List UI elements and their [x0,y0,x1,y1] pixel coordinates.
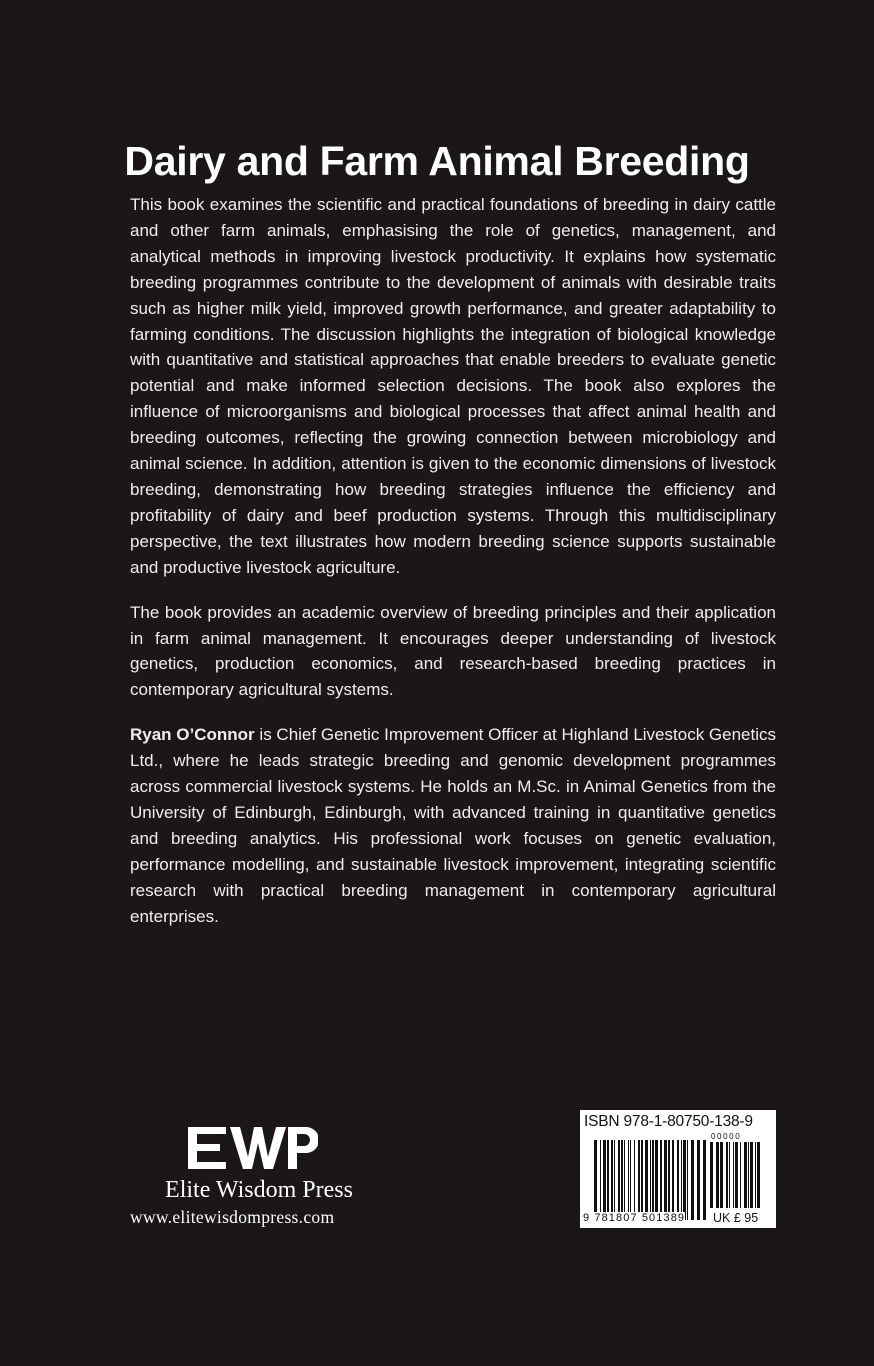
ean-digits: 9 781807 501389 [583,1212,686,1224]
author-name: Ryan O’Connor [130,725,255,745]
book-title: Dairy and Farm Animal Breeding [124,138,750,184]
author-bio-text: is Chief Genetic Improvement Officer at Highland Livestock Genetics Ltd., where he leads strategic breeding and genomic development programmes across commercial livestock systems. He holds an M.Sc. in Animal Genetics from the University of Edinburgh, Edinburgh, with advanced training in quantitative genetics and breeding analytics. His professional work focuses on genetic evaluation, performance modelling, and sustainable livestock improvement, integrating scientific research with practical breeding management in contemporary agricultural enterprises. [130,725,777,926]
isbn-barcode [580,1110,776,1228]
price-label: UK £ 95 [713,1211,759,1225]
blurb-paragraph-1: This book examines the scientific and practical foundations of breeding in dairy cattle and other farm animals, emphasising the role of genetics, management, and analytical methods in improving livestock productivity. It explains how systematic breeding programmes contribute to the development of animals with desirable traits such as higher milk yield, improved growth performance, and greater adaptability to farming conditions. The discussion highlights the integration of biological knowledge with quantitative and statistical approaches that enable breeders to evaluate genetic potential and make informed selection decisions. The book also explores the influence of microorganisms and biological processes that affect animal health and breeding outcomes, reflecting the growing connection between microbiology and animal science. In addition, attention is given to the economic dimensions of livestock breeding, demonstrating how breeding strategies influence the efficiency and profitability of dairy and beef production systems. Through this multidisciplinary perspective, the text illustrates how modern breeding science supports sustainable and productive livestock agriculture. [130,195,776,577]
publisher-website: www.elitewisdompress.com [130,1207,335,1227]
addon-digits: 00000 [711,1132,742,1141]
addon-barcode-bars [710,1142,760,1208]
blurb-paragraph-2: The book provides an academic overview of breeding principles and their application in farm animal management. It encourages deeper understanding of livestock genetics, production economics, and research-based breeding practices in contemporary agricultural systems. [130,602,776,700]
isbn-label: ISBN 978-1-80750-138-9 [584,1113,753,1130]
ean-barcode-bars [594,1140,706,1220]
ewp-logo-icon [188,1127,318,1169]
publisher-name: Elite Wisdom Press [165,1177,353,1203]
author-bio [130,722,776,929]
back-cover-blurb [130,192,776,948]
